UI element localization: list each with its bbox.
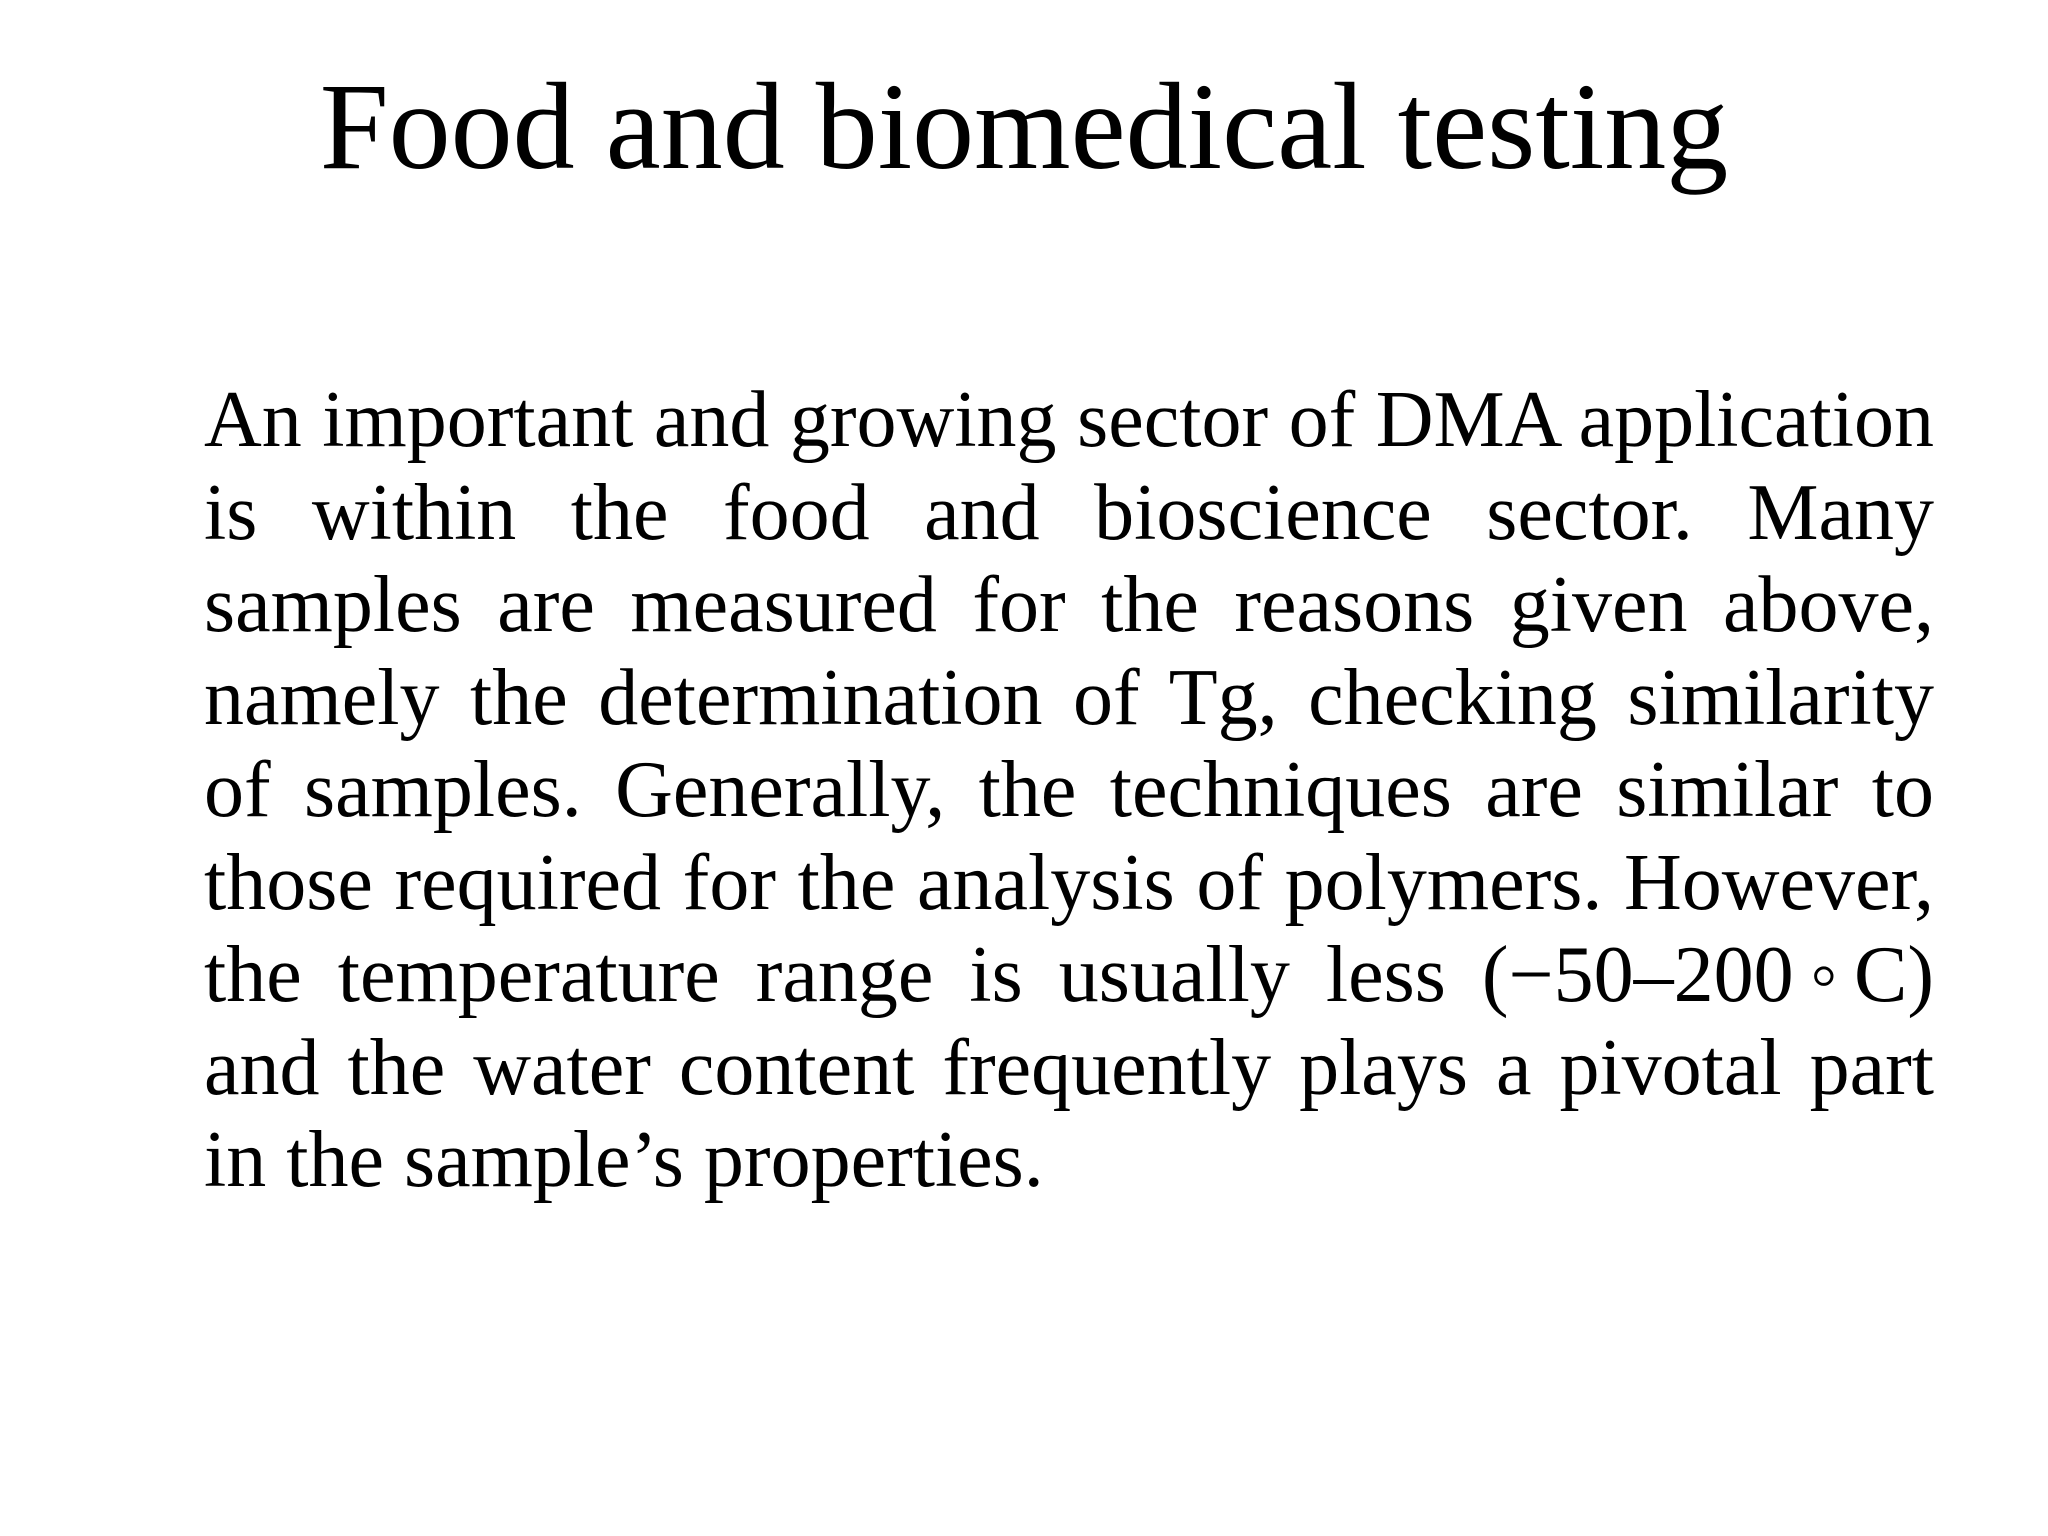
slide-title: Food and biomedical testing: [319, 58, 1729, 195]
slide-body-text: An important and growing sector of DMA application is within the food and bioscience sector. Many samples are measured for the reasons given above, namely the determination of Tg, checking similarity of samples. Generally, the techniques are similar to those required for the analysis of polymers. However, the temperature range is usually less (−50–200◦C) and the water content frequently plays a pivotal part in the sample’s properties.: [204, 376, 1934, 1204]
